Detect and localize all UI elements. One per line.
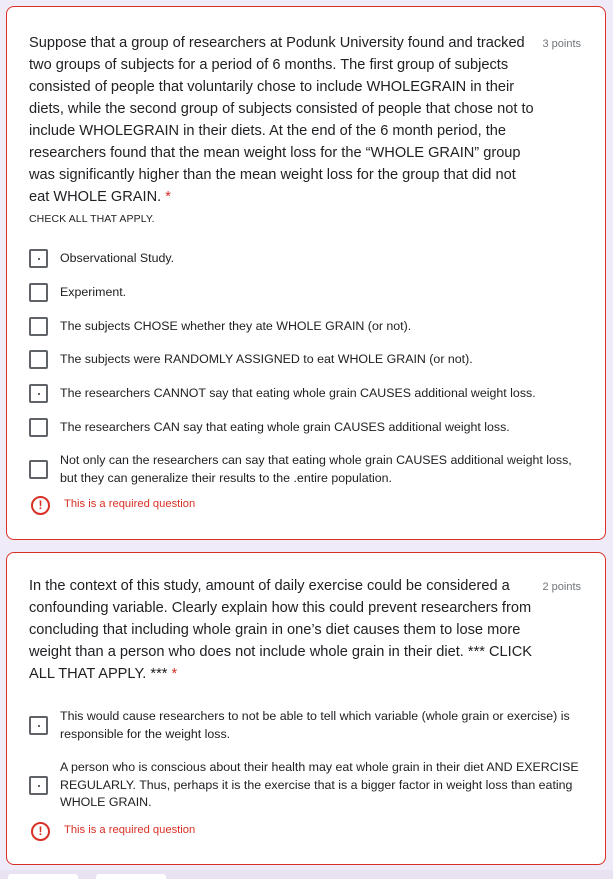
question-card-2 <box>6 552 606 865</box>
checkbox[interactable] <box>29 283 48 302</box>
checkbox[interactable] <box>29 249 48 268</box>
points-label: 2 points <box>542 581 581 593</box>
bottom-tab <box>8 874 78 879</box>
checkbox[interactable] <box>29 776 48 795</box>
option-label: Experiment. <box>60 285 127 299</box>
question-2-title: In the context of this study, amount of daily exercise could be considered a confounding variable. Clearly explain how this could prevent researchers from concluding that including whole grain in one’s diet causes them to lose more weight than a person who does not include whole grain in their diet. *** CLICK ALL THAT APPLY. *** * <box>29 578 532 682</box>
question-1-title: Suppose that a group of researchers at Podunk University found and tracked two groups of subjects for a period of 6 months. The first group of subjects consisted of people that voluntarily chose to include WHOLEGRAIN in their diets, while the second group of subjects consisted of people that chose not to include WHOLEGRAIN in their diets. At the end of the 6 month period, the researchers found that the mean weight loss for the “WHOLE GRAIN” group was significantly higher than the mean weight loss for the group that did not eat WHOLE GRAIN. * <box>29 35 534 205</box>
error-text: This is a required question <box>64 824 196 836</box>
bottom-tab <box>96 874 166 879</box>
required-asterisk: * <box>165 189 171 205</box>
checkbox[interactable] <box>29 716 48 735</box>
option-label: The researchers CAN say that eating whole grain CAUSES additional weight loss. <box>60 420 510 434</box>
option-label: A person who is conscious about their health may eat whole grain in their diet AND EXERCISE REGULARLY. Thus, perhaps it is the exercise that is a bigger factor in weight loss than eating WHOLE GRAIN. <box>60 760 579 809</box>
option-label: The researchers CANNOT say that eating whole grain CAUSES additional weight loss. <box>60 386 536 400</box>
required-asterisk: * <box>171 666 178 682</box>
helper-text: CHECK ALL THAT APPLY. <box>29 213 155 225</box>
checkbox[interactable] <box>29 350 48 369</box>
option-label: Not only can the researchers can say that eating whole grain CAUSES additional weight loss, but they can generalize their results to the .entire population. <box>60 453 572 485</box>
checkbox[interactable] <box>29 317 48 336</box>
page-bottom-strip <box>0 870 613 879</box>
option-label: The subjects were RANDOMLY ASSIGNED to eat WHOLE GRAIN (or not). <box>60 352 473 366</box>
option-label: This would cause researchers to not be able to tell which variable (whole grain or exercise) is responsible for the weight loss. <box>60 709 570 741</box>
option-label: The subjects CHOSE whether they ate WHOLE GRAIN (or not). <box>60 319 412 333</box>
error-icon: ! <box>31 496 50 515</box>
checkbox[interactable] <box>29 384 48 403</box>
question-card-1 <box>6 6 606 540</box>
error-text: This is a required question <box>64 498 196 510</box>
checkbox[interactable] <box>29 418 48 437</box>
points-label: 3 points <box>542 38 581 50</box>
checkbox[interactable] <box>29 460 48 479</box>
error-icon: ! <box>31 822 50 841</box>
option-label: Observational Study. <box>60 251 175 265</box>
